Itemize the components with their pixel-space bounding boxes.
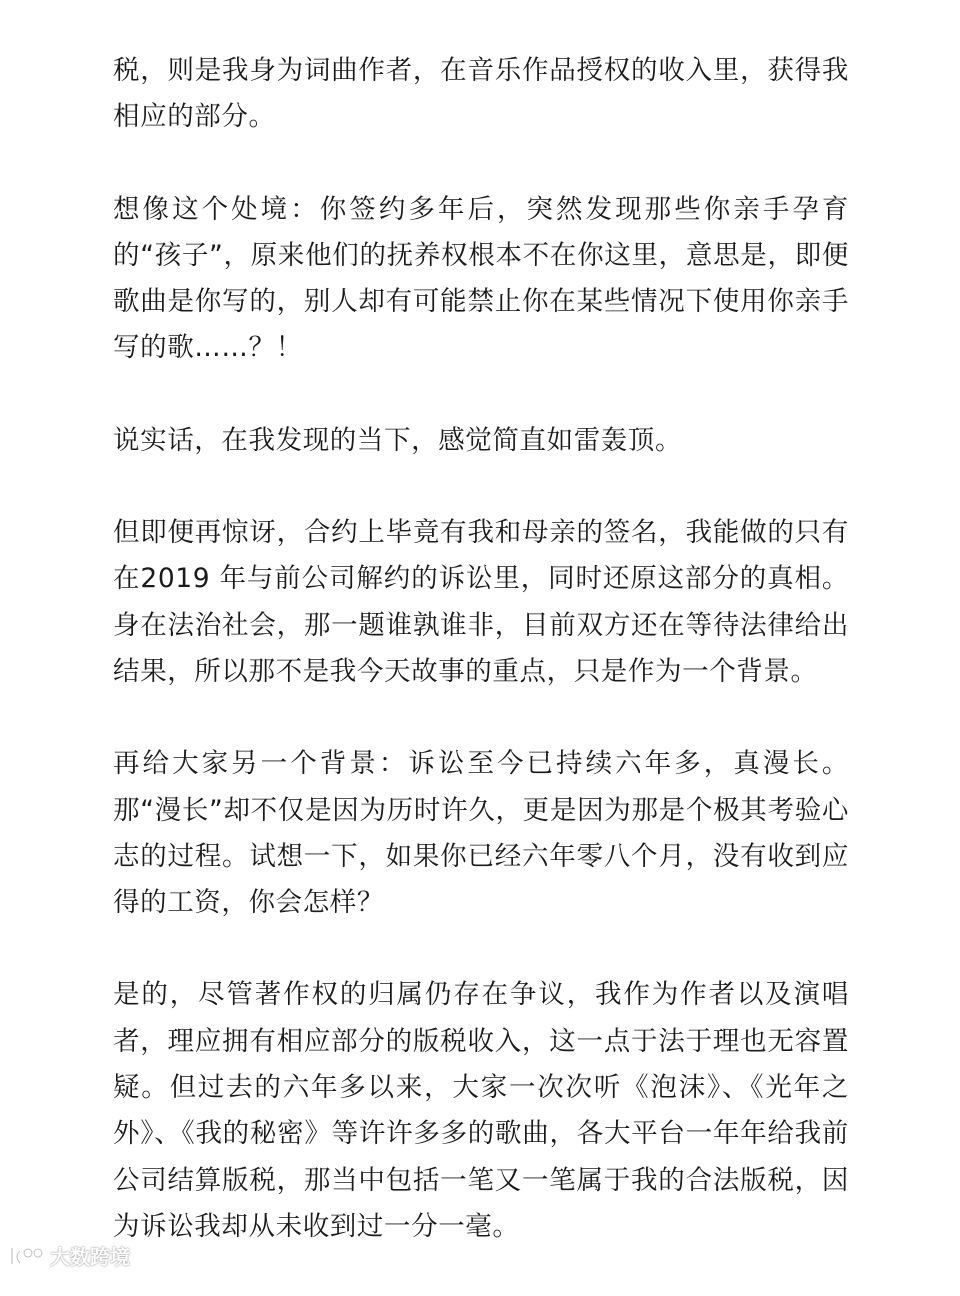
paragraph-lawsuit-background: 但即便再惊讶，合约上毕竟有我和母亲的签名，我能做的只有在2019 年与前公司解约的诉讼里，同时还原这部分的真相。身在法治社会，那一题谁孰谁非，目前双方还在等待法律给出结果，所以那不是我今天故事的重点，只是作为一个背景。 (113, 517, 849, 687)
paragraph-shock: 说实话，在我发现的当下，感觉简直如雷轰顶。 (113, 424, 683, 456)
watermark-text: 大数跨境 (50, 1245, 130, 1269)
paragraph-lawsuit-duration: 再给大家另一个背景：诉讼至今已持续六年多，真漫长。那“漫长”却不仅是因为历时许久，更是因为那是个极其考验心志的过程。试想一下，如果你已经六年零八个月，没有收到应得的工资，你会怎样？ (113, 748, 849, 919)
paragraph-unpaid-royalties: 是的，尽管著作权的归属仍存在争议，我作为作者以及演唱者，理应拥有相应部分的版税收入，这一点于法于理也无容置疑。但过去的六年多以来，大家一次次听《泡沫》、《光年之外》、《我的秘密》等许许多多的歌曲，各大平台一年年给我前公司结算版税，那当中包括一笔又一笔属于我的合法版税，因为诉讼我却从未收到过一分一毫。 (113, 979, 849, 1242)
watermark (8, 1241, 130, 1270)
article-body (113, 48, 849, 1296)
kdd-logo-icon (8, 1245, 44, 1267)
paragraph-royalty-share: 税，则是我身为词曲作者，在音乐作品授权的收入里，获得我相应的部分。 (113, 55, 849, 133)
paragraph-imagine-situation: 想像这个处境：你签约多年后，突然发现那些你亲手孕育的“孩子”，原来他们的抚养权根本不在你这里，意思是，即便歌曲是你写的，别人却有可能禁止你在某些情况下使用你亲手写的歌……？！ (113, 193, 849, 364)
